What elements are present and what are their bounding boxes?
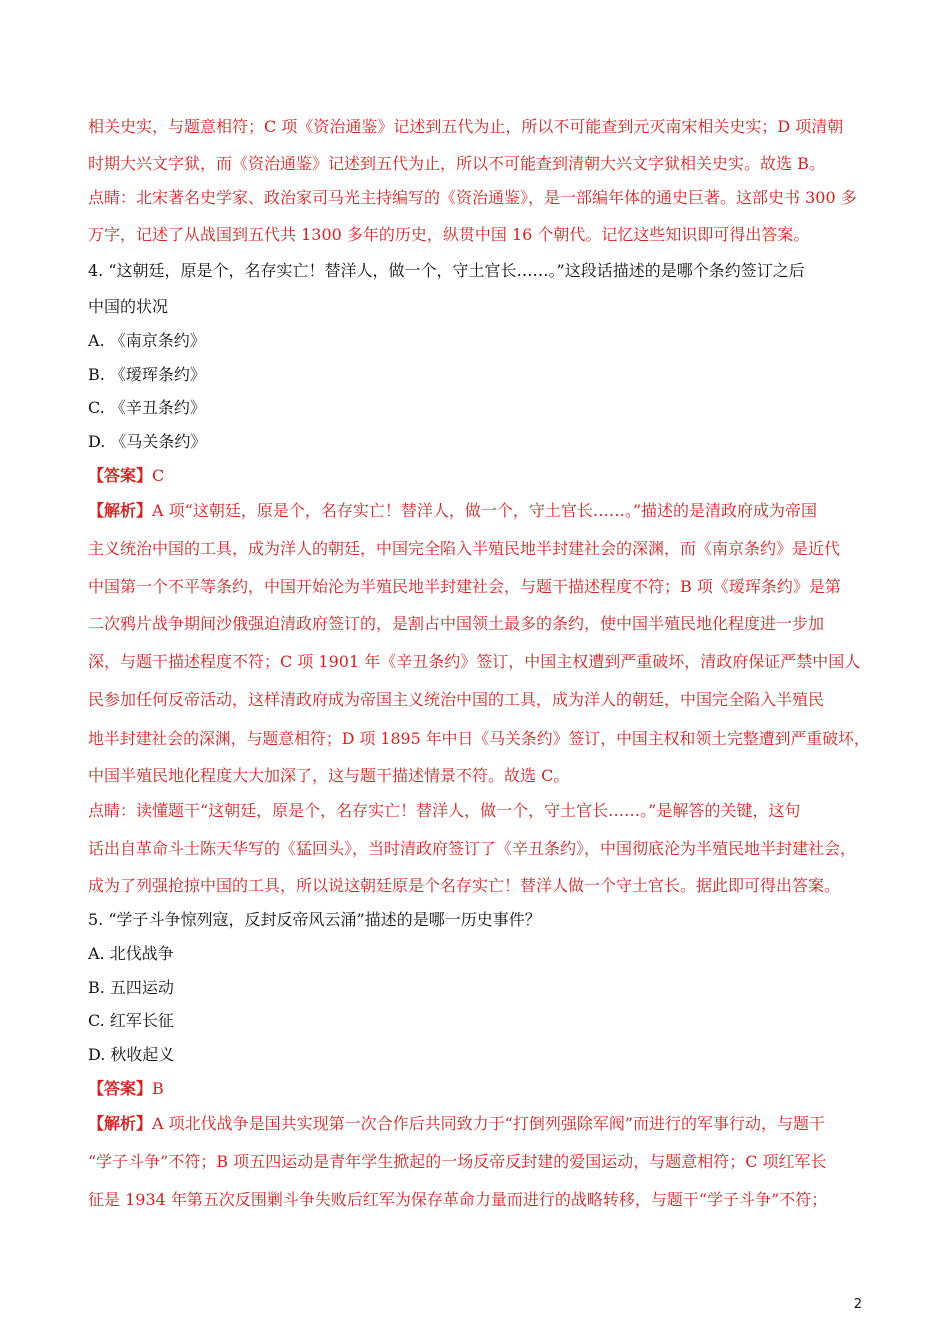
q5-stem: 5. “学子斗争惊列寇，反封反帝风云涌”描述的是哪一历史事件？ [88,910,541,929]
q4-answer-value: C [152,466,165,485]
page-number: 2 [853,1297,862,1312]
q4-option-c: C. 《辛丑条约》 [88,398,206,417]
q3-tip-line-2: 万字，记述了从战国到五代共 1300 多年的历史，纵贯中国 16 个朝代。记忆这些知识即可得出答案。 [88,225,810,244]
q4-tip-line-1: 点睛：读懂题干“这朝廷，原是个，名存实亡！替洋人，做一个，守土官长……。”是解答的关键，这句 [88,801,801,820]
q3-explanation-line-1: 相关史实，与题意相符；C 项《资治通鉴》记述到五代为止，所以不可能查到元灭南宋相关史实；D 项清朝 [88,117,844,136]
q5-analysis-label: 【解析】 [88,1114,153,1133]
q5-option-b: B. 五四运动 [88,978,174,997]
q4-tip-line-3: 成为了列强抢掠中国的工具，所以说这朝廷原是个名存实亡！替洋人做一个守土官长。据此即可得出答案。 [88,876,841,895]
q4-analysis-line-5: 深，与题干描述程度不符；C 项 1901 年《辛丑条约》签订，中国主权遭到严重破坏，清政府保证严禁中国人 [88,652,861,671]
q4-analysis-line-7: 地半封建社会的深渊，与题意相符；D 项 1895 年中日《马关条约》签订，中国主权和领土完整遭到严重破坏， [88,729,870,748]
q4-stem-line-2: 中国的状况 [88,297,169,316]
q4-analysis-first: A 项“这朝廷，原是个，名存实亡！替洋人，做一个，守土官长……。”描述的是清政府成为帝国 [152,501,818,520]
q5-analysis-line-3: 征是 1934 年第五次反围剿斗争失败后红军为保存革命力量而进行的战略转移，与题干“学子斗争”不符； [88,1190,828,1209]
q4-option-b: B. 《瑷珲条约》 [88,365,206,384]
q5-analysis-line-1 [88,1114,825,1134]
q5-answer-label: 【答案】 [88,1079,153,1098]
q3-tip-line-1: 点睛：北宋著名史学家、政治家司马光主持编写的《资治通鉴》，是一部编年体的通史巨著。这部史书 300 多 [88,188,857,207]
q4-analysis-line-3: 中国第一个不平等条约，中国开始沦为半殖民地半封建社会，与题干描述程度不符；B 项《瑷珲条约》是第 [88,577,841,596]
q4-analysis-line-6: 民参加任何反帝活动，这样清政府成为帝国主义统治中国的工具，成为洋人的朝廷，中国完全陷入半殖民 [88,690,825,709]
q4-analysis-line-8: 中国半殖民地化程度大大加深了，这与题干描述情景不符。故选 C。 [88,766,570,785]
q4-analysis-line-4: 二次鸦片战争期间沙俄强迫清政府签订的，是割占中国领土最多的条约，使中国半殖民地化程度进一步加 [88,614,825,633]
q4-answer [88,466,164,486]
q3-explanation-line-2: 时期大兴文字狱，而《资治通鉴》记述到五代为止，所以不可能查到清朝大兴文字狱相关史实。故选 B。 [88,154,825,173]
q4-option-a: A. 《南京条约》 [88,331,206,350]
q5-option-d: D. 秋收起义 [88,1045,175,1064]
q5-analysis-first: A 项北伐战争是国共实现第一次合作后共同致力于“打倒列强除军阀”而进行的军事行动，与题干 [152,1114,826,1133]
q5-answer [88,1079,164,1099]
q4-analysis-line-2: 主义统治中国的工具，成为洋人的朝廷，中国完全陷入半殖民地半封建社会的深渊，而《南京条约》是近代 [88,539,841,558]
q5-option-a: A. 北伐战争 [88,944,174,963]
q5-option-c: C. 红军长征 [88,1011,174,1030]
q4-tip-line-2: 话出自革命斗士陈天华写的《猛回头》，当时清政府签订了《辛丑条约》，中国彻底沦为半殖民地半封建社会， [88,839,857,858]
q5-answer-value: B [152,1079,164,1098]
q4-analysis-line-1 [88,501,817,521]
q4-option-d: D. 《马关条约》 [88,432,207,451]
q4-analysis-label: 【解析】 [88,501,153,520]
q4-answer-label: 【答案】 [88,466,153,485]
q4-stem-line-1: 4. “这朝廷，原是个，名存实亡！替洋人，做一个，守土官长……。”这段话描述的是哪个条约签订之后 [88,261,805,280]
q5-analysis-line-2: “学子斗争”不符；B 项五四运动是青年学生掀起的一场反帝反封建的爱国运动，与题意相符；C 项红军长 [88,1152,827,1171]
